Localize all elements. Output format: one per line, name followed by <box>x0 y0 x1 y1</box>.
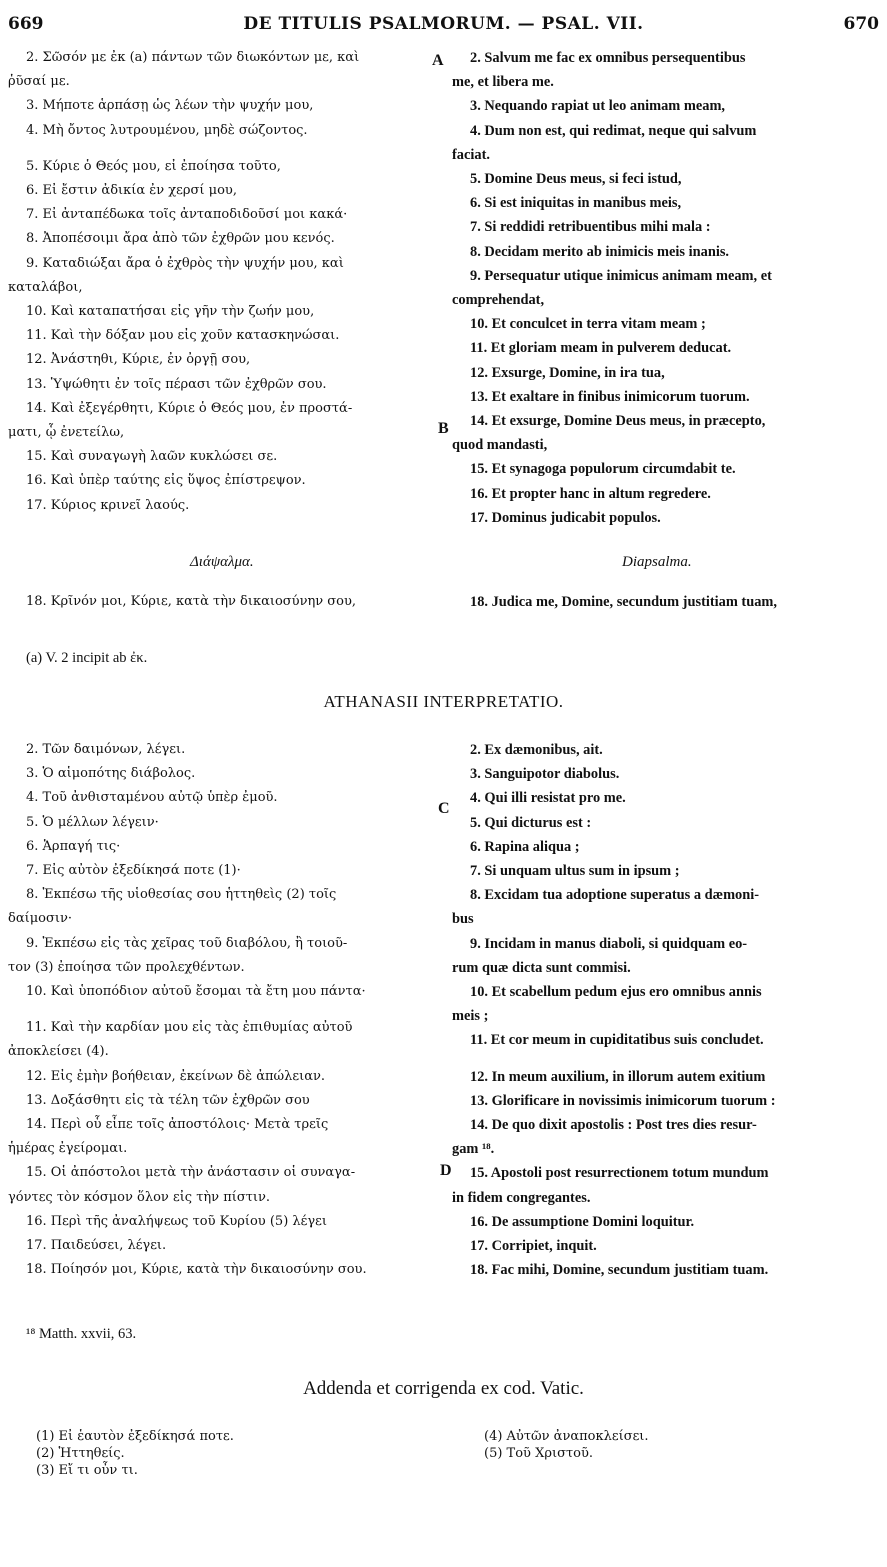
verse-line-greek: 17. Κύριος κρινεῖ λαούς. <box>26 497 190 513</box>
interpretation-line-greek: 9. Ἐκπέσω εἰς τὰς χεῖρας τοῦ διαβόλου, ἢ τοιοῦ- <box>26 935 348 951</box>
verse-line-greek: 8. Ἀποπέσοιμι ἄρα ἀπὸ τῶν ἐχθρῶν μου κενός. <box>26 231 335 247</box>
interpretation-line-latin: 11. Et cor meum in cupiditatibus suis concludet. <box>470 1032 764 1049</box>
verse-line-latin: 12. Exsurge, Domine, in ira tua, <box>470 364 665 381</box>
verse-line-greek: 9. Καταδιώξαι ἄρα ὁ ἐχθρὸς τὴν ψυχήν μου, καὶ <box>26 255 344 271</box>
interpretation-line-latin: 3. Sanguipotor diabolus. <box>470 766 620 783</box>
verse-line-greek: 3. Μήποτε ἁρπάσῃ ὡς λέων τὴν ψυχήν μου, <box>26 98 314 114</box>
athanasius-greek-column <box>8 738 436 1282</box>
interpretation-line-greek: 12. Εἰς ἐμὴν βοήθειαν, ἐκείνων δὲ ἀπώλειαν. <box>26 1068 326 1084</box>
verse-line-greek: 4. Μὴ ὄντος λυτρουμένου, μηδὲ σώζοντος. <box>26 122 308 138</box>
verse-line-greek: καταλάβοι, <box>8 279 83 295</box>
interpretation-line-greek: 17. Παιδεύσει, λέγει. <box>26 1238 167 1254</box>
verse-line-latin: 17. Dominus judicabit populos. <box>470 509 661 526</box>
interpretation-line-greek: 11. Καὶ τὴν καρδίαν μου εἰς τὰς ἐπιθυμίας αὐτοῦ <box>26 1020 353 1036</box>
interpretation-line-latin: 7. Si unquam ultus sum in ipsum ; <box>470 863 680 880</box>
verse-line-greek: 13. Ὑψώθητι ἐν τοῖς πέρασι τῶν ἐχθρῶν σου. <box>26 376 327 392</box>
margin-marker-a: A <box>432 52 444 69</box>
spacer <box>8 143 438 155</box>
verse-line-greek: ματι, ᾧ ἐνετείλω, <box>8 425 125 441</box>
verse-line-latin: faciat. <box>452 146 490 163</box>
verse-line-latin: 14. Et exsurge, Domine Deus meus, in præcepto, <box>470 413 766 430</box>
verse-line-latin: 16. Et propter hanc in altum regredere. <box>470 485 711 502</box>
running-header <box>8 14 879 38</box>
interpretation-line-latin: 15. Apostoli post resurrectionem totum mundum <box>470 1165 769 1182</box>
spacer <box>452 1053 880 1065</box>
section-heading-athanasii: ATHANASII INTERPRETATIO. <box>323 692 564 711</box>
verse-18-latin: 18. Judica me, Domine, secundum justitiam tuam, <box>470 594 778 610</box>
interpretation-line-latin: meis ; <box>452 1008 489 1025</box>
interpretation-line-greek: 16. Περὶ τῆς ἀναλήψεως τοῦ Κυρίου (5) λέγει <box>26 1213 327 1229</box>
interpretation-line-latin: 14. De quo dixit apostolis : Post tres dies resur- <box>470 1117 757 1134</box>
verse-line-latin: 11. Et gloriam meam in pulverem deducat. <box>470 340 732 357</box>
interpretation-line-greek: τον (3) ἐποίησα τῶν προλεχθέντων. <box>8 959 245 975</box>
interpretation-line-greek: ἡμέρας ἐγείρομαι. <box>8 1141 128 1157</box>
page-number-right: 670 <box>843 14 879 34</box>
verse-line-latin: 9. Persequatur utique inimicus animam meam, et <box>470 267 772 284</box>
verse-line-latin: 2. Salvum me fac ex omnibus persequentibus <box>470 50 746 66</box>
psalm-greek-column <box>8 46 438 518</box>
addenda-title: Addenda et corrigenda ex cod. Vatic. <box>303 1378 584 1399</box>
interpretation-line-latin: 6. Rapina aliqua ; <box>470 838 580 855</box>
interpretation-line-latin: 18. Fac mihi, Domine, secundum justitiam tuam. <box>470 1262 769 1279</box>
interpretation-line-greek: 14. Περὶ οὗ εἶπε τοῖς ἀποστόλοις· Μετὰ τρεῖς <box>26 1117 329 1133</box>
addenda-right-list <box>484 1428 649 1462</box>
interpretation-line-latin: 17. Corripiet, inquit. <box>470 1238 597 1255</box>
verse-line-latin: comprehendat, <box>452 292 545 309</box>
margin-marker-d: D <box>440 1162 452 1179</box>
interpretation-line-greek: 7. Εἰς αὐτὸν ἐξεδίκησά ποτε (1)· <box>26 863 241 879</box>
addenda-item: (3) Εἴ τι οὖν τι. <box>36 1463 138 1478</box>
interpretation-line-latin: bus <box>452 911 474 928</box>
verse-line-latin: 3. Nequando rapiat ut leo animam meam, <box>470 98 726 115</box>
interpretation-line-greek: 8. Ἐκπέσω τῆς υἱοθεσίας σου ἡττηθεὶς (2) τοῖς <box>26 887 337 903</box>
interpretation-line-latin: 10. Et scabellum pedum ejus ero omnibus annis <box>470 984 762 1001</box>
diapsalma-latin: Diapsalma. <box>622 554 692 570</box>
verse-line-latin: 6. Si est iniquitas in manibus meis, <box>470 195 682 212</box>
spacer <box>8 1004 436 1016</box>
interpretation-line-greek: 6. Ἁρπαγή τις· <box>26 838 121 854</box>
verse-line-latin: 10. Et conculcet in terra vitam meam ; <box>470 316 706 333</box>
interpretation-line-greek: δαίμοσιν· <box>8 911 72 927</box>
footnote-a: (a) V. 2 incipit ab ἐκ. <box>26 650 148 666</box>
page-number-left: 669 <box>8 14 44 34</box>
margin-marker-c: C <box>438 800 450 817</box>
running-title: DE TITULIS PSALMORUM. — PSAL. VII. <box>243 14 644 34</box>
addenda-item: (1) Εἰ ἑαυτὸν ἐξεδίκησά ποτε. <box>36 1429 234 1444</box>
margin-marker-b: B <box>438 420 449 437</box>
interpretation-line-latin: 9. Incidam in manus diaboli, si quidquam eo- <box>470 935 748 952</box>
verse-line-greek: 6. Εἰ ἔστιν ἀδικία ἐν χερσί μου, <box>26 183 237 199</box>
diapsalma-greek: Διάψαλμα. <box>190 554 254 570</box>
verse-18-greek: 18. Κρῖνόν μοι, Κύριε, κατὰ τὴν δικαιοσύνην σου, <box>26 594 357 609</box>
verse-line-greek: 16. Καὶ ὑπὲρ ταύτης εἰς ὕψος ἐπίστρεψον. <box>26 473 306 489</box>
interpretation-line-latin: 13. Glorificare in novissimis inimicorum tuorum : <box>470 1092 776 1109</box>
interpretation-line-greek: γόντες τὸν κόσμον ὅλον εἰς τὴν πίστιν. <box>8 1189 271 1205</box>
verse-line-latin: 5. Domine Deus meus, si feci istud, <box>470 171 682 188</box>
verse-line-latin: 15. Et synagoga populorum circumdabit te. <box>470 461 736 478</box>
interpretation-line-greek: 4. Τοῦ ἀνθισταμένου αὐτῷ ὑπὲρ ἐμοῦ. <box>26 790 278 806</box>
addenda-left-list <box>36 1428 234 1479</box>
verse-line-latin: me, et libera me. <box>452 74 554 91</box>
verse-line-latin: 7. Si reddidi retribuentibus mihi mala : <box>470 219 711 236</box>
interpretation-line-greek: 18. Ποίησόν μοι, Κύριε, κατὰ τὴν δικαιοσύνην σου. <box>26 1262 367 1278</box>
interpretation-line-greek: 5. Ὁ μέλλων λέγειν· <box>26 814 159 830</box>
addenda-item: (2) Ἡττηθείς. <box>36 1446 125 1461</box>
psalm-latin-column <box>452 46 880 530</box>
interpretation-line-latin: 16. De assumptione Domini loquitur. <box>470 1213 695 1230</box>
interpretation-line-greek: 3. Ὁ αἱμοπότης διάβολος. <box>26 766 196 782</box>
verse-line-greek: 11. Καὶ τὴν δόξαν μου εἰς χοῦν κατασκηνώσαι. <box>26 328 340 344</box>
interpretation-line-latin: 2. Ex dæmonibus, ait. <box>470 742 603 758</box>
addenda-item: (4) Αὐτῶν ἀναποκλείσει. <box>484 1429 649 1444</box>
interpretation-line-greek: 10. Καὶ ὑποπόδιον αὐτοῦ ἔσομαι τὰ ἔτη μου πάντα· <box>26 984 366 1000</box>
interpretation-line-greek: 15. Οἱ ἀπόστολοι μετὰ τὴν ἀνάστασιν οἱ συναγα- <box>26 1165 356 1181</box>
verse-line-latin: quod mandasti, <box>452 437 548 454</box>
interpretation-line-latin: rum quæ dicta sunt commisi. <box>452 959 631 976</box>
interpretation-line-greek: 2. Τῶν δαιμόνων, λέγει. <box>26 742 186 757</box>
interpretation-line-latin: 8. Excidam tua adoptione superatus a dæmoni- <box>470 887 760 904</box>
verse-line-greek: 10. Καὶ καταπατήσαι εἰς γῆν τὴν ζωήν μου, <box>26 304 315 320</box>
verse-line-greek: 14. Καὶ ἐξεγέρθητι, Κύριε ὁ Θεός μου, ἐν προστά- <box>26 400 353 416</box>
verse-line-greek: 2. Σῶσόν με ἐκ (a) πάντων τῶν διωκόντων με, καὶ <box>26 50 360 65</box>
interpretation-line-latin: 12. In meum auxilium, in illorum autem exitium <box>470 1068 766 1085</box>
verse-line-latin: 13. Et exaltare in finibus inimicorum tuorum. <box>470 388 750 405</box>
interpretation-line-latin: gam ¹⁸. <box>452 1141 495 1158</box>
interpretation-line-greek: 13. Δοξάσθητι εἰς τὰ τέλη τῶν ἐχθρῶν σου <box>26 1092 310 1108</box>
interpretation-line-latin: in fidem congregantes. <box>452 1189 591 1206</box>
interpretation-line-greek: ἀποκλείσει (4). <box>8 1044 109 1060</box>
verse-line-greek: 5. Κύριε ὁ Θεός μου, εἰ ἐποίησα τοῦτο, <box>26 158 281 174</box>
verse-line-greek: ῥῦσαί με. <box>8 74 70 90</box>
interpretation-line-latin: 4. Qui illi resistat pro me. <box>470 790 626 807</box>
footnote-18: ¹⁸ Matth. xxvii, 63. <box>26 1326 137 1342</box>
addenda-item: (5) Τοῦ Χριστοῦ. <box>484 1446 594 1461</box>
verse-line-greek: 15. Καὶ συναγωγὴ λαῶν κυκλώσει σε. <box>26 449 278 465</box>
athanasius-latin-column <box>452 738 880 1282</box>
interpretation-line-latin: 5. Qui dicturus est : <box>470 814 592 831</box>
verse-line-latin: 4. Dum non est, qui redimat, neque qui salvum <box>470 122 757 139</box>
verse-line-latin: 8. Decidam merito ab inimicis meis inanis. <box>470 243 730 260</box>
verse-line-greek: 12. Ἀνάστηθι, Κύριε, ἐν ὀργῇ σου, <box>26 352 251 368</box>
verse-line-greek: 7. Εἰ ἀνταπέδωκα τοῖς ἀνταποδιδοῦσί μοι κακά· <box>26 207 348 223</box>
